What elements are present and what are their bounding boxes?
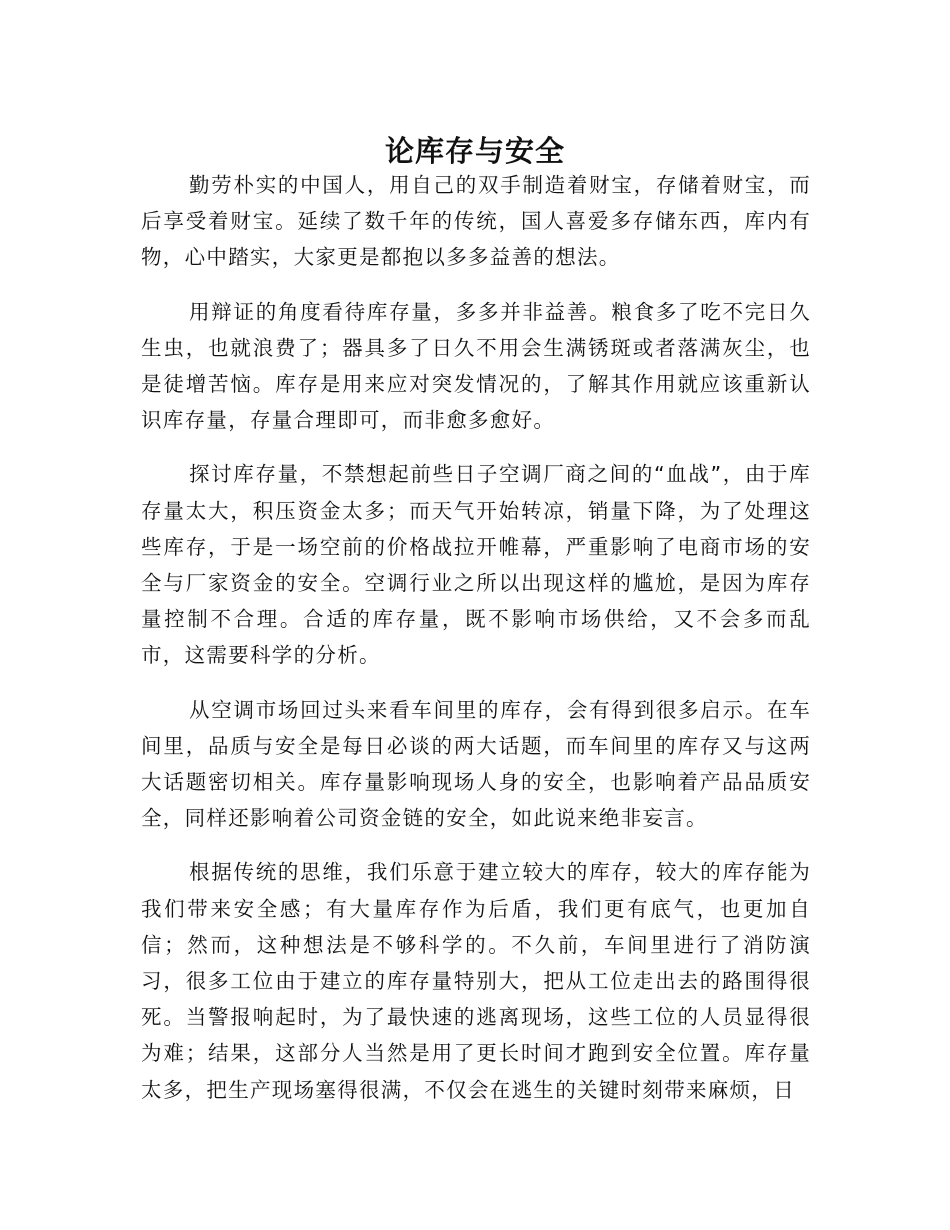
paragraph-1: 勤劳朴实的中国人，用自己的双手制造着财宝，存储着财宝，而后享受着财宝。延续了数千年的传统，国人喜爱多存储东西，库内有物，心中踏实，大家更是都抱以多多益善的想法。 — [141, 173, 811, 270]
paragraph-5: 根据传统的思维，我们乐意于建立较大的库存，较大的库存能为我们带来安全感；有大量库存作为后盾，我们更有底气，也更加自信；然而，这种想法是不够科学的。不久前，车间里进行了消防演习，很多工位由于建立的库存量特别大，把从工位走出去的路围得很死。当警报响起时，为了最快速的逃离现场，这些工位的人员显得很为难；结果，这部分人当然是用了更长时间才跑到安全位置。库存量太多，把生产现场塞得很满，不仅会在逃生的关键时刻带来麻烦，日 — [141, 860, 811, 1102]
document-body — [141, 167, 811, 1126]
paragraph-3: 探讨库存量，不禁想起前些日子空调厂商之间的“血战”，由于库存量太大，积压资金太多；而天气开始转凉，销量下降，为了处理这些库存，于是一场空前的价格战拉开帷幕，严重影响了电商市场的安全与厂家资金的安全。空调行业之所以出现这样的尴尬，是因为库存量控制不合理。合适的库存量，既不影响市场供给，又不会多而乱市，这需要科学的分析。 — [141, 462, 811, 668]
paragraph-4: 从空调市场回过头来看车间里的库存，会有得到很多启示。在车间里，品质与安全是每日必谈的两大话题，而车间里的库存又与这两大话题密切相关。库存量影响现场人身的安全，也影响着产品品质安全，同样还影响着公司资金链的安全，如此说来绝非妄言。 — [141, 697, 811, 831]
document-title: 论库存与安全 — [384, 134, 565, 169]
paragraph-2: 用辩证的角度看待库存量，多多并非益善。粮食多了吃不完日久生虫，也就浪费了；器具多了日久不用会生满锈斑或者落满灰尘，也是徒增苦恼。库存是用来应对突发情况的，了解其作用就应该重新认识库存量，存量合理即可，而非愈多愈好。 — [141, 299, 811, 433]
